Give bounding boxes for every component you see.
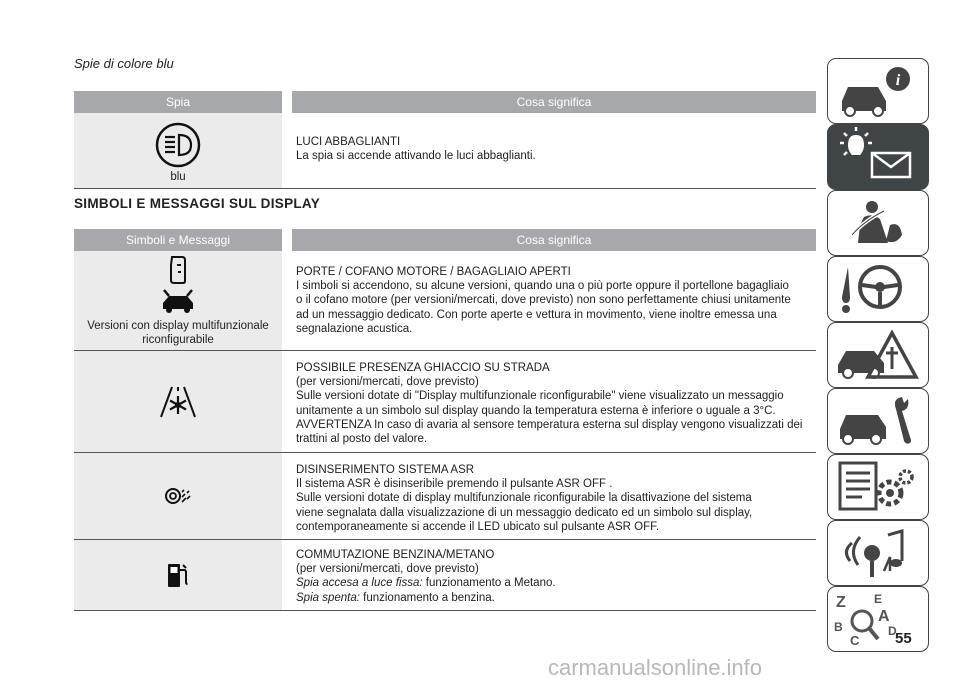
entry-line: I simboli si accendono, su alcune versioni, quando una o più porte oppure il portellone bagagliaio: [296, 280, 789, 293]
tab-car-info[interactable]: [827, 58, 929, 124]
watermark: carmanualsonline.info: [548, 655, 763, 680]
index-icon: [828, 587, 928, 651]
table-row: [74, 540, 816, 611]
hood-trunk-open-icon: [160, 287, 196, 315]
index-letter: E: [874, 592, 883, 606]
safety-icon: [828, 191, 928, 255]
description-cell: [292, 251, 816, 350]
entry-line: (per versioni/mercati, dove previsto): [296, 376, 479, 389]
table-row: [74, 251, 816, 351]
index-letter: B: [834, 620, 843, 634]
index-letter: D: [888, 624, 897, 638]
entry-line: unitamente a un simbolo sul display quando la temperatura esterna è inferiore o uguale a 3°C.: [296, 404, 776, 417]
entry-text: funzionamento a Metano.: [422, 577, 556, 590]
column-header-meaning: Cosa significa: [516, 233, 592, 247]
icon-cell: [74, 113, 282, 188]
tab-safety[interactable]: [827, 190, 929, 256]
entry-line: o il cofano motore (per versioni/mercati, dove previsto) non sono perfettamente chiusi unitamente: [296, 294, 791, 307]
table-header: [74, 229, 816, 251]
icon-cell: [74, 251, 282, 350]
entry-line: [296, 576, 810, 590]
index-letter: Z: [836, 594, 846, 611]
column-header-symbols: Simboli e Messaggi: [125, 233, 231, 247]
entry-title: POSSIBILE PRESENZA GHIACCIO SU STRADA: [296, 362, 550, 374]
column-header-spia: Spia: [165, 95, 191, 109]
multimedia-icon: [828, 521, 928, 585]
page-number: 55: [895, 630, 912, 647]
table-row: [74, 113, 816, 189]
index-letter: A: [878, 608, 890, 625]
ice-on-road-icon: [158, 385, 198, 419]
table-header: [74, 91, 816, 113]
entry-title: COMMUTAZIONE BENZINA/METANO: [296, 549, 495, 561]
entry-line: segnalazione acustica.: [296, 322, 413, 335]
entry-line: Il sistema ASR è disinseribile premendo il pulsante ASR OFF .: [296, 478, 613, 491]
icon-caption: Versioni con display multifunzionale riconfigurabile: [87, 319, 269, 346]
description-cell: [292, 351, 816, 452]
italic-label: Spia accesa a luce fissa:: [296, 577, 423, 590]
entry-line: AVVERTENZA In caso di avaria al sensore temperatura esterna sul display vengono visualizzati dei: [296, 418, 803, 431]
icon-cell: [74, 540, 282, 610]
icon-caption: blu: [170, 170, 186, 183]
table-row: [74, 453, 816, 540]
warning-lights-icon: [828, 125, 928, 189]
entry-line: trattini al posto del valore.: [296, 433, 428, 446]
tab-emergency[interactable]: [827, 322, 929, 388]
warning-light-table: [74, 91, 816, 189]
entry-title: DISINSERIMENTO SISTEMA ASR: [296, 464, 475, 476]
column-header-meaning: Cosa significa: [516, 95, 592, 109]
table-row: [74, 351, 816, 453]
tab-technical-data[interactable]: [827, 454, 929, 520]
door-open-icon: [168, 255, 188, 285]
icon-cell: [74, 351, 282, 452]
icon-cell: [74, 453, 282, 539]
asr-off-icon: [163, 486, 193, 506]
entry-line: ad un messaggio dedicato. Con porte aperte e vettura in movimento, viene inoltre emessa una: [296, 308, 777, 321]
tab-warning-lights[interactable]: [827, 124, 929, 190]
tab-maintenance[interactable]: [827, 388, 929, 454]
entry-line: [296, 591, 810, 605]
fuel-switch-icon: [166, 561, 190, 589]
high-beam-icon: [155, 122, 201, 168]
description-cell: [292, 540, 816, 610]
tab-driving[interactable]: [827, 256, 929, 322]
svg-text:i: i: [895, 72, 901, 89]
driving-icon: [828, 257, 928, 321]
index-letter: C: [850, 633, 860, 648]
entry-line: Sulle versioni dotate di "Display multifunzionale riconfigurabile" viene visualizzato un messaggio: [296, 390, 784, 403]
entry-line: Sulle versioni dotate di display multifunzionale riconfigurabile la disattivazione del sistema: [296, 492, 752, 505]
entry-text: funzionamento a benzina.: [359, 591, 495, 604]
description-cell: [292, 453, 816, 539]
italic-label: Spia spenta:: [296, 591, 360, 604]
car-info-icon: [828, 59, 928, 123]
entry-title: PORTE / COFANO MOTORE / BAGAGLIAIO APERTI: [296, 266, 571, 278]
entry-line: (per versioni/mercati, dove previsto): [296, 563, 479, 576]
tab-multimedia[interactable]: [827, 520, 929, 586]
emergency-icon: [828, 323, 928, 387]
entry-line: viene segnalata dalla visualizzazione di un messaggio dedicato ed un simbolo sul display,: [296, 506, 753, 519]
display-messages-table: [74, 229, 816, 611]
maintenance-icon: [828, 389, 928, 453]
section-title: SIMBOLI E MESSAGGI SUL DISPLAY: [74, 196, 321, 211]
entry-title: LUCI ABBAGLIANTI: [296, 136, 401, 148]
description-cell: [292, 113, 816, 188]
tab-index[interactable]: [827, 586, 929, 652]
entry-line: contemporaneamente si accende il LED ubicato sul pulsante ASR OFF.: [296, 520, 660, 533]
technical-data-icon: [828, 455, 928, 519]
entry-text: La spia si accende attivando le luci abbaglianti.: [296, 150, 536, 163]
section-header: Spie di colore blu: [74, 56, 174, 71]
